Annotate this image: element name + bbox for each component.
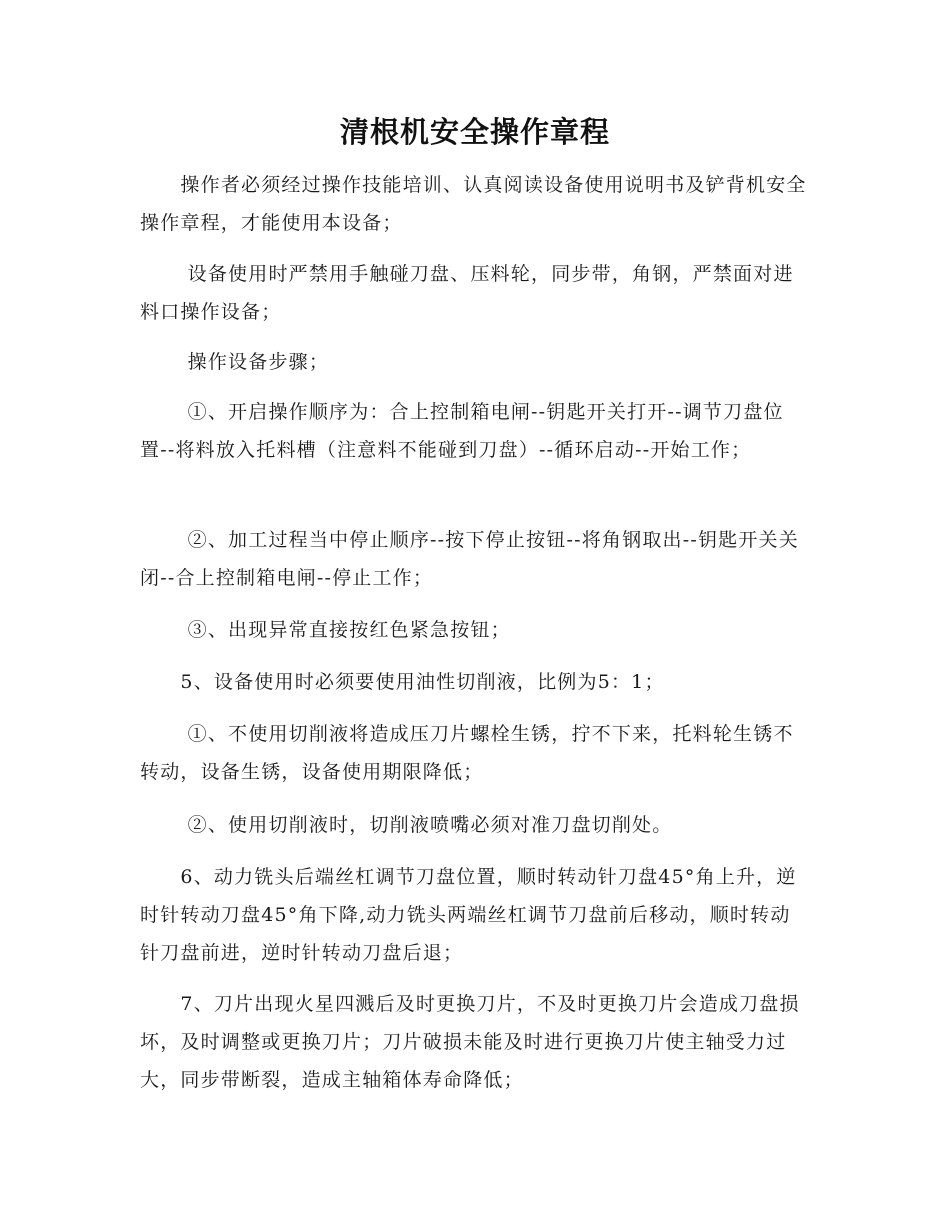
paragraph-training: 操作者必须经过操作技能培训、认真阅读设备使用说明书及铲背机安全操作章程，才能使用本设备； <box>140 174 807 234</box>
paragraph-blade-replacement: 7、刀片出现火星四溅后及时更换刀片，不及时更换刀片会造成刀盘损坏，及时调整或更换刀片；刀片破损未能及时进行更换刀片使主轴受力过大，同步带断裂，造成主轴箱体寿命降低； <box>140 993 800 1091</box>
paragraph-safety-prohibition: 设备使用时严禁用手触碰刀盘、压料轮，同步带，角钢，严禁面对进料口操作设备； <box>140 263 794 323</box>
paragraph-spindle-adjustment: 6、动力铣头后端丝杠调节刀盘位置，顺时转动针刀盘45°角上升，逆时针转动刀盘45°角下降,动力铣头两端丝杠调节刀盘前后移动，顺时转动针刀盘前进，逆时针转动刀盘后退； <box>140 866 797 964</box>
paragraph-stop-sequence: ②、加工过程当中停止顺序--按下停止按钮--将角钢取出--钥匙开关关闭--合上控制箱电闸--停止工作； <box>140 529 799 589</box>
paragraph-emergency: ③、出现异常直接按红色紧急按钮； <box>140 619 511 641</box>
paragraph-no-fluid-consequence: ①、不使用切削液将造成压刀片螺栓生锈，拧不下来，托料轮生锈不转动，设备生锈，设备使用期限降低； <box>140 723 794 783</box>
paragraph-operation-steps: 操作设备步骤； <box>140 351 330 373</box>
document-title: 清根机安全操作章程 <box>339 115 610 149</box>
paragraph-start-sequence: ①、开启操作顺序为：合上控制箱电闸--钥匙开关打开--调节刀盘位置--将料放入托料槽（注意料不能碰到刀盘）--循环启动--开始工作； <box>140 401 784 461</box>
paragraph-fluid-nozzle: ②、使用切削液时，切削液喷嘴必须对准刀盘切削处。 <box>140 814 673 836</box>
paragraph-cutting-fluid: 5、设备使用时必须要使用油性切削液，比例为5：1； <box>140 671 665 693</box>
